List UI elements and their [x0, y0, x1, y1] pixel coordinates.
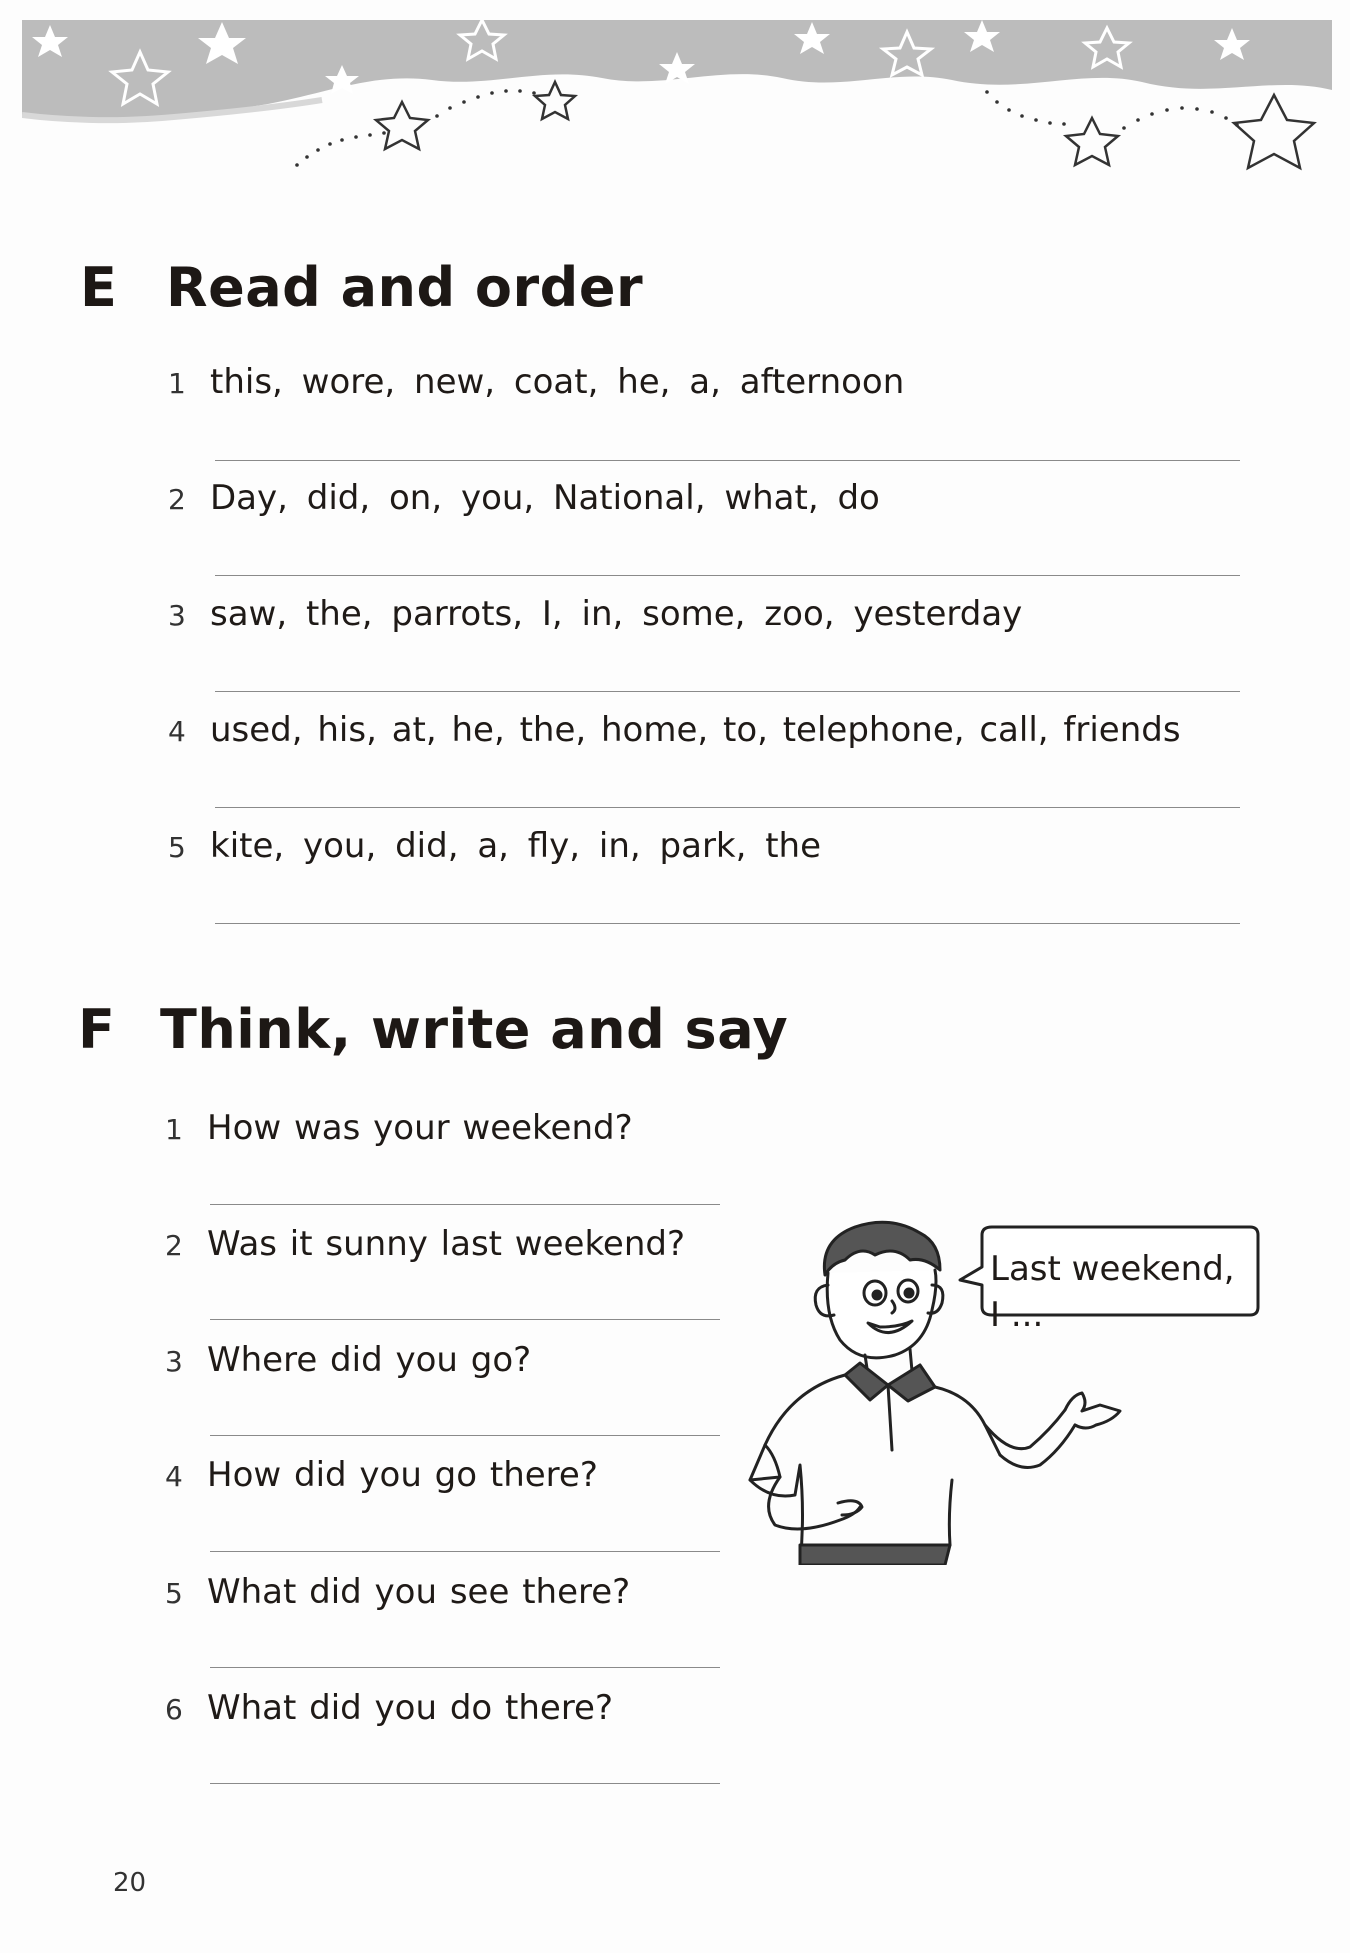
question-text: How was your weekend? — [207, 1108, 633, 1148]
answer-line-e-1[interactable] — [215, 460, 1240, 461]
exercise-f-item-6 — [165, 1688, 613, 1728]
answer-line-f-1[interactable] — [210, 1204, 720, 1205]
item-number: 2 — [168, 483, 186, 516]
speech-bubble-line-1: Last weekend, — [990, 1249, 1235, 1289]
question-text: Was it sunny last weekend? — [207, 1224, 686, 1264]
item-words: this, wore, new, coat, he, a, afternoon — [210, 362, 905, 402]
answer-line-e-3[interactable] — [215, 691, 1240, 692]
answer-line-e-2[interactable] — [215, 575, 1240, 576]
item-words: kite, you, did, a, fly, in, park, the — [210, 826, 822, 866]
answer-line-e-5[interactable] — [215, 923, 1240, 924]
page-number: 20 — [113, 1868, 147, 1898]
item-number: 3 — [165, 1345, 183, 1378]
exercise-e-item-4 — [168, 710, 1181, 750]
item-number: 6 — [165, 1693, 183, 1726]
question-text: What did you do there? — [207, 1688, 614, 1728]
question-text: Where did you go? — [207, 1340, 532, 1380]
section-f-title: Think, write and say — [160, 998, 789, 1061]
answer-line-e-4[interactable] — [215, 807, 1240, 808]
section-f-letter: F — [78, 998, 115, 1061]
item-number: 4 — [168, 715, 186, 748]
star-banner — [22, 20, 1332, 210]
item-number: 4 — [165, 1460, 183, 1493]
answer-line-f-4[interactable] — [210, 1551, 720, 1552]
item-number: 1 — [168, 367, 186, 400]
answer-line-f-3[interactable] — [210, 1435, 720, 1436]
item-number: 5 — [168, 831, 186, 864]
exercise-f-item-2 — [165, 1224, 685, 1264]
answer-line-f-5[interactable] — [210, 1667, 720, 1668]
exercise-e-item-1 — [168, 362, 904, 402]
speech-bubble-line-2: I ... — [990, 1295, 1044, 1335]
section-e-letter: E — [80, 256, 117, 319]
answer-line-f-6[interactable] — [210, 1783, 720, 1784]
exercise-e-item-2 — [168, 478, 880, 518]
section-e-title: Read and order — [166, 256, 644, 319]
item-words: Day, did, on, you, National, what, do — [210, 478, 880, 518]
exercise-f-item-1 — [165, 1108, 633, 1148]
exercise-f-item-4 — [165, 1455, 598, 1495]
item-number: 2 — [165, 1229, 183, 1262]
exercise-f-item-5 — [165, 1572, 630, 1612]
item-number: 1 — [165, 1113, 183, 1146]
item-number: 3 — [168, 599, 186, 632]
exercise-e-item-5 — [168, 826, 821, 866]
item-words: used, his, at, he, the, home, to, telephone, call, friends — [210, 710, 1181, 750]
question-text: How did you go there? — [207, 1455, 598, 1495]
exercise-f-item-3 — [165, 1340, 531, 1380]
answer-line-f-2[interactable] — [210, 1319, 720, 1320]
exercise-e-item-3 — [168, 594, 1022, 634]
item-words: saw, the, parrots, I, in, some, zoo, yesterday — [210, 594, 1023, 634]
item-number: 5 — [165, 1577, 183, 1610]
question-text: What did you see there? — [207, 1572, 631, 1612]
